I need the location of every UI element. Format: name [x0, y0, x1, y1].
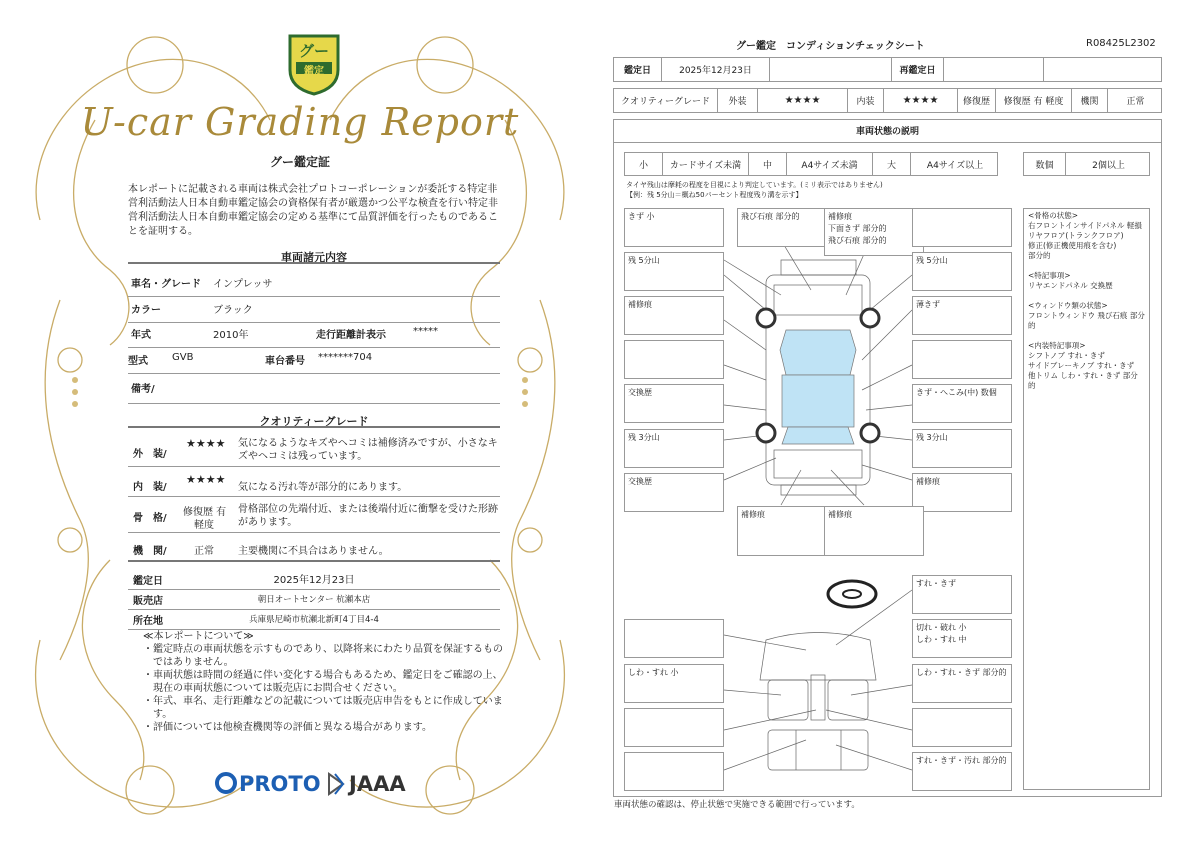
comment-box [624, 708, 724, 747]
inspection-date-value: 2025年12月23日 [273, 575, 355, 586]
count-legend [1023, 152, 1150, 176]
goo-badge-logo [286, 32, 342, 96]
divider [128, 426, 500, 428]
front-bumper [781, 260, 856, 275]
roof-glass [782, 375, 854, 427]
date-value: 2025年12月23日 [662, 58, 770, 81]
comment-box [624, 752, 724, 791]
sheet-title: グー鑑定 コンディションチェックシート [736, 41, 925, 52]
note-item: ・ 車両状態は時間の経過に伴い変化する場合もあるため、鑑定日をご確認の上、現在の車両状態については販売店にお問合せください。 [143, 670, 503, 694]
repair-label: 修復歴 [958, 89, 996, 112]
interior-stars: ★★★★ [884, 89, 958, 112]
engine-value: 正常 [1126, 97, 1145, 107]
comment-box [624, 619, 724, 658]
comment-box: 補修痕 [624, 296, 724, 335]
certificate-intro: 本レポートに記載される車両は株式会社プロトコーポレーションが委託する特定非営利活動法人日本自動車鑑定協会の資格保有者が厳選かつ公平な検査を行い特定非営利活動法人日本自動車鑑定協会の定める基準にて品質評価を行ったものであることを証明する。 [128, 184, 498, 237]
comment-box: 交換歴 [624, 384, 724, 423]
date-row [613, 57, 1162, 82]
grade-row-interior [128, 473, 500, 497]
count-value: 2個以上 [1092, 160, 1125, 171]
repair-value: 修復歴 有 軽度 [996, 89, 1072, 112]
name-value: インプレッサ [213, 279, 273, 290]
comment-box: 薄きず [912, 296, 1012, 335]
exterior-label: 外 装/ [133, 449, 167, 460]
comment-box: 残 5分山 [624, 252, 724, 291]
exterior-stars: ★★★★ [758, 89, 848, 112]
remarks-label: 備考/ [131, 384, 155, 395]
rear-bumper [781, 485, 856, 495]
size-mid-desc: A4サイズ未満 [787, 153, 873, 175]
address-value: 兵庫県尼崎市杭瀬北新町4丁目4-4 [249, 615, 379, 625]
address-row [128, 610, 500, 630]
size-small: 小 [625, 153, 663, 175]
grade-row-frame [128, 503, 500, 533]
comment-box: 補修痕 [824, 506, 924, 556]
engine-label: 機 関/ [133, 546, 167, 557]
spec-row-color [128, 301, 500, 323]
comment-box [912, 708, 1012, 747]
size-legend [624, 152, 998, 176]
size-large-desc: A4サイズ以上 [926, 160, 984, 171]
trunk-rear [774, 450, 862, 478]
comment-box: きず 小 [624, 208, 724, 247]
grade-row [613, 88, 1162, 113]
note-item: ・ 年式、車名、走行距離などの記載については販売店申告をもとに作成しています。 [143, 696, 503, 720]
engine-value: 正常 [194, 546, 214, 557]
year-value: 2010年 [213, 330, 249, 341]
comment-box: きず・へこみ(中) 数個 [912, 384, 1012, 423]
exterior-desc: 気になるようなキズやヘコミは補修済みですが、小さなキズやヘコミは残っています。 [238, 438, 498, 462]
color-value: ブラック [213, 305, 253, 316]
comment-box: 残 3分山 [624, 429, 724, 468]
dealer-label: 販売店 [133, 596, 163, 607]
reinspect-value [944, 58, 1044, 81]
dealer-value: 朝日オートセンター 杭瀬本店 [257, 595, 371, 605]
comment-box: すれ・きず・汚れ 部分的 [912, 752, 1012, 791]
badge-bottom-text: 鑑定 [304, 66, 324, 77]
proto-icon [215, 772, 237, 794]
interior-desc: 気になる汚れ等が部分的にあります。 [238, 482, 408, 493]
jaaa-icon [327, 772, 345, 796]
grade-row-engine [128, 540, 500, 562]
exterior-stars: ★★★★ [186, 437, 226, 450]
footer-logos [215, 770, 415, 798]
name-label: 車名・グレード [131, 279, 201, 290]
spec-title: 車両諸元内容 [281, 251, 347, 264]
model-label: 型式 [128, 356, 148, 367]
comment-box: しわ・すれ・きず 部分的 [912, 664, 1012, 703]
comment-box: 補修痕 [737, 506, 837, 556]
size-mid: 中 [749, 153, 787, 175]
comment-box: 残 5分山 [912, 252, 1012, 291]
spec-row-model [128, 352, 500, 374]
jaaa-logo: JAAA [349, 772, 406, 796]
quality-label: クオリティーグレード [614, 89, 718, 112]
size-large: 大 [873, 153, 911, 175]
report-notes [143, 630, 503, 734]
chassis-label: 車台番号 [265, 356, 305, 367]
interior-label: 内 装/ [133, 482, 167, 493]
status-title: 車両状態の説明 [613, 119, 1162, 143]
grade-row-exterior [128, 437, 500, 467]
comment-box [624, 340, 724, 379]
special-notes: <骨格の状態> 右フロントインサイドパネル 軽損 リヤフロア(トランクフロア) 修正(修正機使用痕を含む) 部分的 <特記事項> リヤエンドパネル 交換歴 <ウィンドウ類の状態> フロントウィンドウ 飛び石痕 部分的 <内装特記事項> シフトノブ すれ・きず サイドブレーキノブ すれ・きず 他トリム しわ・すれ・きず 部分的 [1023, 208, 1150, 790]
inspection-date-label: 鑑定日 [133, 576, 163, 587]
frame-label: 骨 格/ [133, 513, 167, 524]
tire-note-1: タイヤ残山は摩耗の程度を目視により判定しています。(ミリ表示ではありません) [626, 181, 883, 189]
comment-box: 切れ・破れ 小 しわ・すれ 中 [912, 619, 1012, 658]
rear-glass [782, 427, 854, 444]
interior-diagram [760, 633, 876, 771]
steering-wheel-icon [828, 581, 876, 607]
size-small-desc: カードサイズ未満 [663, 153, 749, 175]
comment-box [912, 208, 1012, 247]
spec-row-year [128, 326, 500, 348]
empty-cell [770, 58, 892, 81]
color-label: カラー [131, 305, 161, 316]
model-value: GVB [172, 352, 194, 363]
badge-top-text: グー [298, 42, 329, 60]
comment-box [912, 340, 1012, 379]
spec-row-name [128, 275, 500, 297]
count-label: 数個 [1024, 153, 1066, 175]
windshield-glass [780, 330, 856, 375]
empty-cell [1044, 58, 1162, 81]
proto-logo: PROTO [239, 772, 321, 796]
comment-box: すれ・きず [912, 575, 1012, 614]
date-label: 鑑定日 [614, 58, 662, 81]
reinspect-label: 再鑑定日 [892, 58, 944, 81]
frame-value-2: 軽度 [194, 520, 214, 531]
interior-label: 内装 [848, 89, 884, 112]
exterior-label: 外装 [718, 89, 758, 112]
sheet-footer: 車両状態の確認は、停止状態で実施できる範囲で行っています。 [614, 800, 860, 810]
address-label: 所在地 [133, 616, 163, 627]
notes-title: ≪本レポートについて≫ [143, 631, 254, 642]
engine-desc: 主要機関に不具合はありません。 [238, 546, 389, 557]
report-title: U-car Grading Report [80, 100, 520, 144]
certificate-subtitle: グー鑑定証 [269, 155, 330, 169]
frame-value: 修復歴 有 [183, 507, 227, 518]
comment-box: 補修痕 [912, 473, 1012, 512]
comment-box: しわ・すれ 小 [624, 664, 724, 703]
tire-note-2: 【例：残 5分山＝概ね50パーセント程度残り溝を示す】 [626, 191, 803, 199]
comment-box: 飛び石痕 部分的 [737, 208, 837, 247]
dealer-row [128, 590, 500, 610]
condition-check-sheet [606, 0, 1200, 848]
mileage-value: ***** [413, 326, 438, 337]
engine-label: 機関 [1072, 89, 1108, 112]
note-item: ・ 評価については他検査機関等の評価と異なる場合があります。 [143, 722, 432, 733]
comment-box: 交換歴 [624, 473, 724, 512]
note-item: ・ 鑑定時点の車両状態を示すものであり、以降将来にわたり品質を保証するものではありません。 [143, 644, 503, 668]
interior-stars: ★★★★ [186, 473, 226, 486]
chassis-value: *******704 [318, 352, 373, 363]
inspection-date-row [128, 570, 500, 590]
comment-box: 補修痕 下面きず 部分的 飛び石痕 部分的 [824, 208, 924, 256]
spec-row-remarks [128, 380, 500, 404]
mileage-label: 走行距離計表示 [316, 330, 386, 341]
divider [128, 262, 500, 264]
comment-box: 残 3分山 [912, 429, 1012, 468]
sheet-code: R08425L2302 [1086, 38, 1156, 49]
frame-desc: 骨格部位の先端付近、または後端付近に衝撃を受けた形跡があります。 [238, 504, 498, 528]
year-label: 年式 [131, 330, 151, 341]
grade-title: クオリティーグレード [259, 415, 369, 428]
